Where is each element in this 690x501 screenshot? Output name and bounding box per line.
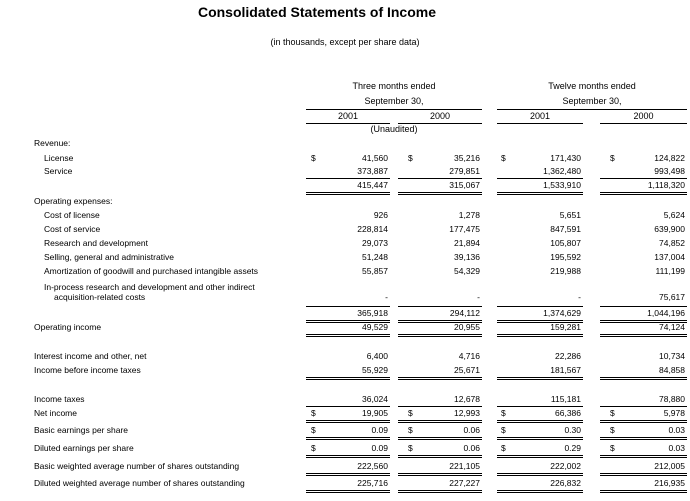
cell-total-opex: 365,918 xyxy=(357,308,388,318)
double-rule xyxy=(306,336,390,337)
double-rule xyxy=(497,475,583,476)
double-rule xyxy=(398,475,482,476)
cell-license: 35,216 xyxy=(454,153,480,163)
row-label-basic-eps: Basic earnings per share xyxy=(34,425,129,435)
double-rule xyxy=(497,377,583,378)
cell-pretax: 84,858 xyxy=(659,365,685,375)
cell-net-income: 19,905 xyxy=(362,408,388,418)
dollar-sign: $ xyxy=(610,153,615,163)
cell-cost-service: 639,900 xyxy=(654,224,685,234)
single-rule xyxy=(497,178,583,179)
year-header: 2001 xyxy=(337,111,359,121)
cell-license: 41,560 xyxy=(362,153,388,163)
row-label-op-income: Operating income xyxy=(34,322,102,332)
cell-op-income: 74,124 xyxy=(659,322,685,332)
single-rule xyxy=(398,178,482,179)
row-label-cost-license: Cost of license xyxy=(44,210,100,220)
page-title: Consolidated Statements of Income xyxy=(197,4,437,20)
cell-total-revenue: 1,118,320 xyxy=(647,180,685,190)
cell-interest: 22,286 xyxy=(555,351,581,361)
cell-pretax: 25,671 xyxy=(454,365,480,375)
year-rule xyxy=(497,123,583,124)
cell-service: 1,362,480 xyxy=(543,166,581,176)
cell-rnd: 105,807 xyxy=(550,238,581,248)
row-label-cost-service: Cost of service xyxy=(44,224,101,234)
cell-cost-license: 5,624 xyxy=(663,210,685,220)
row-label-pretax: Income before income taxes xyxy=(34,365,141,375)
row-label-basic-shares: Basic weighted average number of shares outstanding xyxy=(34,461,240,471)
dollar-sign: $ xyxy=(311,153,316,163)
double-rule xyxy=(600,334,687,335)
header-twelve-months: Twelve months ended xyxy=(548,81,636,91)
cell-total-revenue: 1,533,910 xyxy=(543,180,581,190)
double-rule xyxy=(398,379,482,380)
cell-ipr2: 75,617 xyxy=(659,292,685,302)
dollar-sign: $ xyxy=(408,425,413,435)
double-rule xyxy=(306,194,390,195)
double-rule xyxy=(398,420,482,421)
cell-diluted-shares: 227,227 xyxy=(449,478,480,488)
double-rule xyxy=(497,194,583,195)
double-rule xyxy=(600,475,687,476)
row-label-ipr1: In-process research and development and other indirect xyxy=(44,282,255,292)
double-rule xyxy=(306,492,390,493)
single-rule xyxy=(398,406,482,407)
cell-total-revenue: 315,067 xyxy=(449,180,480,190)
double-rule xyxy=(600,420,687,421)
cell-taxes: 12,678 xyxy=(454,394,480,404)
cell-op-income: 159,281 xyxy=(550,322,581,332)
double-rule xyxy=(398,457,482,458)
double-rule xyxy=(600,322,687,323)
cell-sga: 195,592 xyxy=(550,252,581,262)
double-rule xyxy=(600,439,687,440)
double-rule xyxy=(497,334,583,335)
header-rule xyxy=(497,109,687,110)
row-label-ipr2: acquisition-related costs xyxy=(54,292,146,302)
single-rule xyxy=(600,306,687,307)
single-rule xyxy=(497,306,583,307)
double-rule xyxy=(306,455,390,456)
single-rule xyxy=(398,306,482,307)
double-rule xyxy=(398,320,482,321)
year-header: 2001 xyxy=(529,111,551,121)
cell-taxes: 115,181 xyxy=(550,394,581,404)
double-rule xyxy=(497,473,583,474)
cell-cost-license: 1,278 xyxy=(458,210,480,220)
cell-interest: 6,400 xyxy=(366,351,388,361)
cell-basic-eps: 0.09 xyxy=(371,425,388,435)
double-rule xyxy=(497,192,583,193)
double-rule xyxy=(497,439,583,440)
cell-total-opex: 294,112 xyxy=(449,308,480,318)
dollar-sign: $ xyxy=(610,425,615,435)
double-rule xyxy=(497,490,583,491)
cell-op-income: 20,955 xyxy=(454,322,480,332)
cell-diluted-shares: 225,716 xyxy=(357,478,388,488)
cell-cost-service: 847,591 xyxy=(550,224,581,234)
row-label-diluted-eps: Diluted earnings per share xyxy=(34,443,134,453)
cell-total-opex: 1,374,629 xyxy=(543,308,581,318)
cell-basic-shares: 212,005 xyxy=(654,461,685,471)
double-rule xyxy=(306,320,390,321)
dollar-sign: $ xyxy=(501,425,506,435)
cell-sga: 39,136 xyxy=(454,252,480,262)
double-rule xyxy=(306,457,390,458)
cell-ipr2: - xyxy=(477,292,480,302)
cell-rnd: 74,852 xyxy=(659,238,685,248)
double-rule xyxy=(306,473,390,474)
dollar-sign: $ xyxy=(610,443,615,453)
double-rule xyxy=(497,455,583,456)
double-rule xyxy=(398,377,482,378)
double-rule xyxy=(497,457,583,458)
dollar-sign: $ xyxy=(501,443,506,453)
cell-diluted-eps: 0.09 xyxy=(371,443,388,453)
cell-diluted-eps: 0.06 xyxy=(463,443,480,453)
row-label-diluted-shares: Diluted weighted average number of shares outstanding xyxy=(34,478,245,488)
double-rule xyxy=(398,192,482,193)
double-rule xyxy=(398,422,482,423)
year-rule xyxy=(600,123,687,124)
double-rule xyxy=(600,379,687,380)
double-rule xyxy=(306,377,390,378)
row-label-net-income: Net income xyxy=(34,408,77,418)
cell-license: 171,430 xyxy=(550,153,581,163)
cell-service: 373,887 xyxy=(357,166,388,176)
cell-amort: 219,988 xyxy=(550,266,581,276)
double-rule xyxy=(600,377,687,378)
double-rule xyxy=(398,336,482,337)
double-rule xyxy=(600,192,687,193)
double-rule xyxy=(398,334,482,335)
double-rule xyxy=(306,420,390,421)
dollar-sign: $ xyxy=(501,408,506,418)
cell-ipr2: - xyxy=(385,292,388,302)
cell-interest: 10,734 xyxy=(659,351,685,361)
unaudited-label: (Unaudited) xyxy=(370,124,418,134)
cell-amort: 55,857 xyxy=(362,266,388,276)
double-rule xyxy=(306,192,390,193)
double-rule xyxy=(398,492,482,493)
cell-basic-shares: 221,105 xyxy=(449,461,480,471)
double-rule xyxy=(600,336,687,337)
cell-cost-service: 228,814 xyxy=(357,224,388,234)
cell-diluted-shares: 216,935 xyxy=(654,478,685,488)
cell-op-income: 49,529 xyxy=(362,322,388,332)
double-rule xyxy=(497,379,583,380)
dollar-sign: $ xyxy=(311,408,316,418)
double-rule xyxy=(306,322,390,323)
cell-basic-eps: 0.30 xyxy=(564,425,581,435)
year-header: 2000 xyxy=(429,111,451,121)
double-rule xyxy=(497,336,583,337)
cell-total-opex: 1,044,196 xyxy=(647,308,685,318)
double-rule xyxy=(497,437,583,438)
cell-sga: 137,004 xyxy=(654,252,685,262)
single-rule xyxy=(306,406,390,407)
cell-rnd: 29,073 xyxy=(362,238,388,248)
cell-basic-shares: 222,560 xyxy=(357,461,388,471)
cell-net-income: 12,993 xyxy=(454,408,480,418)
header-twelve-months-date: September 30, xyxy=(562,96,622,106)
cell-amort: 111,199 xyxy=(655,266,685,276)
dollar-sign: $ xyxy=(311,425,316,435)
cell-service: 279,851 xyxy=(449,166,480,176)
row-label-license: License xyxy=(44,153,74,163)
cell-net-income: 66,386 xyxy=(555,408,581,418)
row-label-taxes: Income taxes xyxy=(34,394,85,404)
cell-pretax: 181,567 xyxy=(550,365,581,375)
cell-cost-license: 5,651 xyxy=(559,210,581,220)
cell-cost-license: 926 xyxy=(373,210,388,220)
cell-service: 993,498 xyxy=(654,166,685,176)
header-rule xyxy=(306,109,482,110)
header-three-months: Three months ended xyxy=(352,81,436,91)
double-rule xyxy=(600,455,687,456)
year-header: 2000 xyxy=(633,111,654,121)
double-rule xyxy=(398,473,482,474)
header-three-months-date: September 30, xyxy=(364,96,424,106)
cell-diluted-eps: 0.03 xyxy=(668,443,685,453)
double-rule xyxy=(497,422,583,423)
cell-taxes: 78,880 xyxy=(659,394,685,404)
cell-taxes: 36,024 xyxy=(362,394,388,404)
double-rule xyxy=(306,334,390,335)
double-rule xyxy=(600,457,687,458)
row-label-sga: Selling, general and administrative xyxy=(44,252,174,262)
cell-license: 124,822 xyxy=(654,153,685,163)
double-rule xyxy=(600,490,687,491)
double-rule xyxy=(600,194,687,195)
double-rule xyxy=(306,475,390,476)
dollar-sign: $ xyxy=(408,408,413,418)
dollar-sign: $ xyxy=(408,443,413,453)
double-rule xyxy=(306,379,390,380)
cell-basic-eps: 0.06 xyxy=(463,425,480,435)
double-rule xyxy=(600,473,687,474)
cell-basic-eps: 0.03 xyxy=(668,425,685,435)
double-rule xyxy=(398,194,482,195)
cell-basic-shares: 222,002 xyxy=(550,461,581,471)
row-label-amort: Amortization of goodwill and purchased intangible assets xyxy=(44,266,259,276)
single-rule xyxy=(497,406,583,407)
double-rule xyxy=(600,437,687,438)
double-rule xyxy=(600,492,687,493)
dollar-sign: $ xyxy=(311,443,316,453)
page-subtitle: (in thousands, except per share data) xyxy=(270,37,420,47)
cell-sga: 51,248 xyxy=(362,252,388,262)
double-rule xyxy=(398,439,482,440)
double-rule xyxy=(306,439,390,440)
double-rule xyxy=(398,490,482,491)
cell-cost-service: 177,475 xyxy=(449,224,480,234)
row-label-service: Service xyxy=(44,166,73,176)
double-rule xyxy=(398,437,482,438)
double-rule xyxy=(497,322,583,323)
double-rule xyxy=(306,437,390,438)
double-rule xyxy=(497,420,583,421)
double-rule xyxy=(306,422,390,423)
double-rule xyxy=(497,492,583,493)
double-rule xyxy=(600,422,687,423)
row-label-interest: Interest income and other, net xyxy=(34,351,147,361)
dollar-sign: $ xyxy=(610,408,615,418)
cell-diluted-eps: 0.29 xyxy=(564,443,581,453)
row-label-rnd: Research and development xyxy=(44,238,148,248)
cell-net-income: 5,978 xyxy=(663,408,685,418)
cell-interest: 4,716 xyxy=(458,351,480,361)
dollar-sign: $ xyxy=(408,153,413,163)
double-rule xyxy=(398,322,482,323)
single-rule xyxy=(600,406,687,407)
single-rule xyxy=(306,178,390,179)
cell-amort: 54,329 xyxy=(454,266,480,276)
cell-ipr2: - xyxy=(578,292,581,302)
double-rule xyxy=(306,490,390,491)
double-rule xyxy=(497,320,583,321)
double-rule xyxy=(600,320,687,321)
double-rule xyxy=(398,455,482,456)
row-label-revenue: Revenue: xyxy=(34,138,71,148)
dollar-sign: $ xyxy=(501,153,506,163)
single-rule xyxy=(600,178,687,179)
cell-pretax: 55,929 xyxy=(362,365,388,375)
row-label-opex: Operating expenses: xyxy=(34,196,113,206)
single-rule xyxy=(306,306,390,307)
cell-diluted-shares: 226,832 xyxy=(550,478,581,488)
cell-total-revenue: 415,447 xyxy=(357,180,388,190)
cell-rnd: 21,894 xyxy=(454,238,480,248)
